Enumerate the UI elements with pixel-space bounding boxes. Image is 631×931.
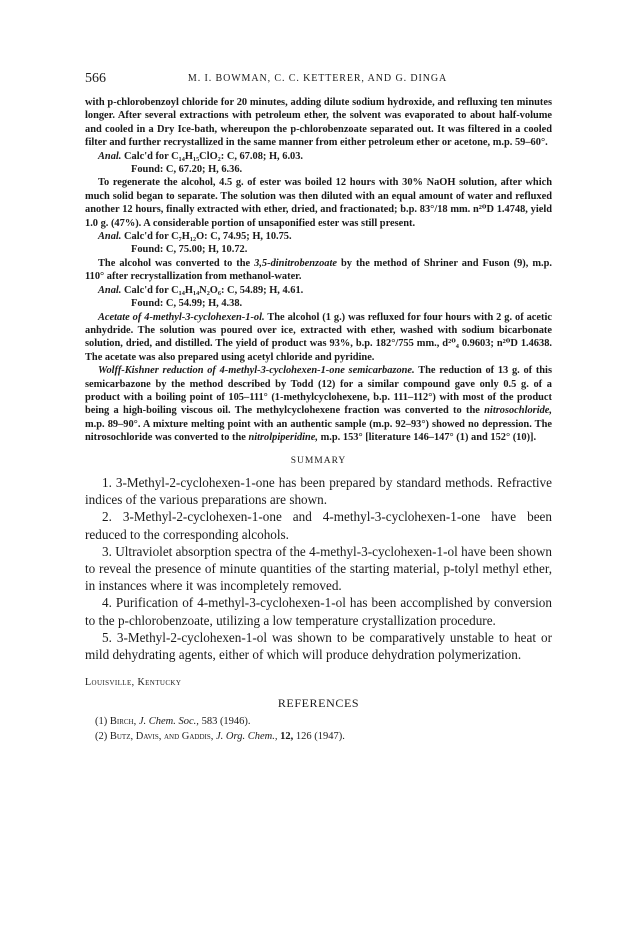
summary-heading: SUMMARY	[290, 455, 347, 466]
references-heading: REFERENCES	[277, 695, 360, 710]
page-header	[85, 71, 550, 87]
summary-item: 2. 3-Methyl-2-cyclohexen-1-one and 4-methyl-3-cyclohexen-1-one have been reduced to the corresponding alcohols.	[85, 509, 552, 542]
summary-item: 1. 3-Methyl-2-cyclohexen-1-one has been prepared by standard methods. Refractive indices of the various preparations are shown.	[85, 474, 552, 508]
section-title: Acetate of 4-methyl-3-cyclohexen-1-ol.	[98, 311, 265, 323]
analysis-line	[85, 150, 552, 163]
summary-list	[85, 474, 552, 663]
paragraph-chlorobenzoate-prep: with p-chlorobenzoyl chloride for 20 minutes, adding dilute sodium hydroxide, and refluxing ten minutes longer. After several extractions with petroleum ether, the solvent was evaporated to about half-volume and cooled in a Dry Ice-bath, whereupon the p-chlorobenzoate separated out. It was filtered in a cooled filter and further recrystallized in the same manner from either petroleum ether or acetone, m.p. 59–60°.	[85, 97, 552, 149]
anal-calc: Calc'd for C₁₄H₁₄N₂O₆: C, 54.89; H, 4.61.	[124, 284, 304, 296]
references-list	[85, 715, 552, 744]
text-run: by the method of Shriner and Fuson (9), m.p. 110° after recrystallization from methanol-water.	[85, 257, 552, 283]
found-line: Found: C, 67.20; H, 6.36.	[131, 164, 243, 176]
anal-calc: Calc'd for C₇H₁₂O: C, 74.95; H, 10.75.	[124, 231, 292, 243]
anal-calc: Calc'd for C₁₄H₁₅ClO₂: C, 67.08; H, 6.03.	[124, 150, 304, 162]
paragraph-dinitrobenzoate	[85, 257, 552, 284]
compound-name: nitrolpiperidine,	[248, 432, 319, 444]
found-line: Found: C, 54.99; H, 4.38.	[131, 298, 243, 310]
reference-item	[85, 715, 552, 730]
ref-author: Butz, Davis, and Gaddis,	[109, 730, 214, 742]
text-run: m.p. 153° [literature 146–147° (1) and 152° (10)].	[320, 432, 537, 444]
section-title: Wolff-Kishner reduction of 4-methyl-3-cyclohexen-1-one semicarbazone.	[98, 365, 415, 377]
page-number: 566	[85, 71, 106, 86]
paragraph-wolff-kishner	[85, 364, 552, 444]
ref-author: Birch,	[109, 716, 137, 728]
ref-volume: 12,	[280, 730, 294, 742]
ref-number: (2)	[95, 730, 108, 742]
compound-name: nitrosochloride,	[484, 405, 552, 417]
anal-label: Anal.	[98, 231, 122, 243]
ref-journal: J. Chem. Soc.,	[138, 716, 199, 728]
anal-label: Anal.	[98, 150, 122, 162]
paragraph-acetate	[85, 311, 552, 365]
ref-detail: 126 (1947).	[295, 730, 345, 742]
analysis-line	[85, 230, 552, 243]
ref-detail: 583 (1946).	[201, 716, 251, 728]
text-run: The alcohol was converted to the	[98, 257, 251, 269]
running-head-authors: M. I. BOWMAN, C. C. KETTERER, AND G. DINGA	[187, 73, 448, 84]
ref-number: (1)	[95, 716, 108, 728]
summary-item: 4. Purification of 4-methyl-3-cyclohexen-1-ol has been accomplished by conversion to the p-chlorobenzoate, utilizing a low temperature crystallization procedure.	[85, 595, 552, 628]
text-run: m.p. 89–90°. A mixture melting point with an authentic sample (m.p. 92–93°) showed no depression. The nitrosochloride was converted to the	[85, 418, 552, 444]
ref-journal: J. Org. Chem.,	[216, 730, 278, 742]
summary-item: 3. Ultraviolet absorption spectra of the 4-methyl-3-cyclohexen-1-ol have been shown to reveal the presence of minute quantities of the starting material, p-tolyl methyl ether, in instances where it was incompletely removed.	[85, 543, 552, 594]
text-run: The alcohol (1 g.) was refluxed for four hours with 2 g. of acetic anhydride. The solution was poured over ice, extracted with ether, washed with sodium bicarbonate solution, dried, and distilled. The yield of product was 93%, b.p. 182°/755 mm., d²⁰₄ 0.9603; n²⁰D 1.4638. The acetate was also prepared using acetyl chloride and pyridine.	[85, 311, 552, 363]
article-body	[85, 96, 552, 744]
compound-name: 3,5-dinitrobenzoate	[254, 257, 337, 269]
summary-item: 5. 3-Methyl-2-cyclohexen-1-ol was shown to be comparatively unstable to heat or mild dehydrating agents, either of which will produce dehydration polymerization.	[85, 629, 552, 662]
analysis-line	[85, 284, 552, 297]
paragraph-regenerate-alcohol: To regenerate the alcohol, 4.5 g. of ester was boiled 12 hours with 30% NaOH solution, after which much solid began to separate. The solution was then diluted with an equal amount of water and refluxed another 12 hours, finally extracted with ether, dried, and fractionated; b.p. 83°/18 mm. n²⁰D 1.4748, yield 1.0 g. (47%). A considerable portion of unsaponified ester was still present.	[85, 177, 552, 229]
author-location: Louisville, Kentucky	[85, 677, 182, 689]
text-run: The reduction of 13 g. of this semicarbazone by the method described by Todd (12) for a similar compound gave only 0.5 g. of a product with a boiling point of 105–111° (1-methylcyclohexene, b.p. 111–112°) with most of the product being a high-boiling viscous oil. The methylcyclohexene fraction was converted to the	[85, 365, 552, 417]
found-line: Found: C, 75.00; H, 10.72.	[131, 244, 248, 256]
reference-item	[85, 730, 552, 745]
anal-label: Anal.	[98, 284, 122, 296]
